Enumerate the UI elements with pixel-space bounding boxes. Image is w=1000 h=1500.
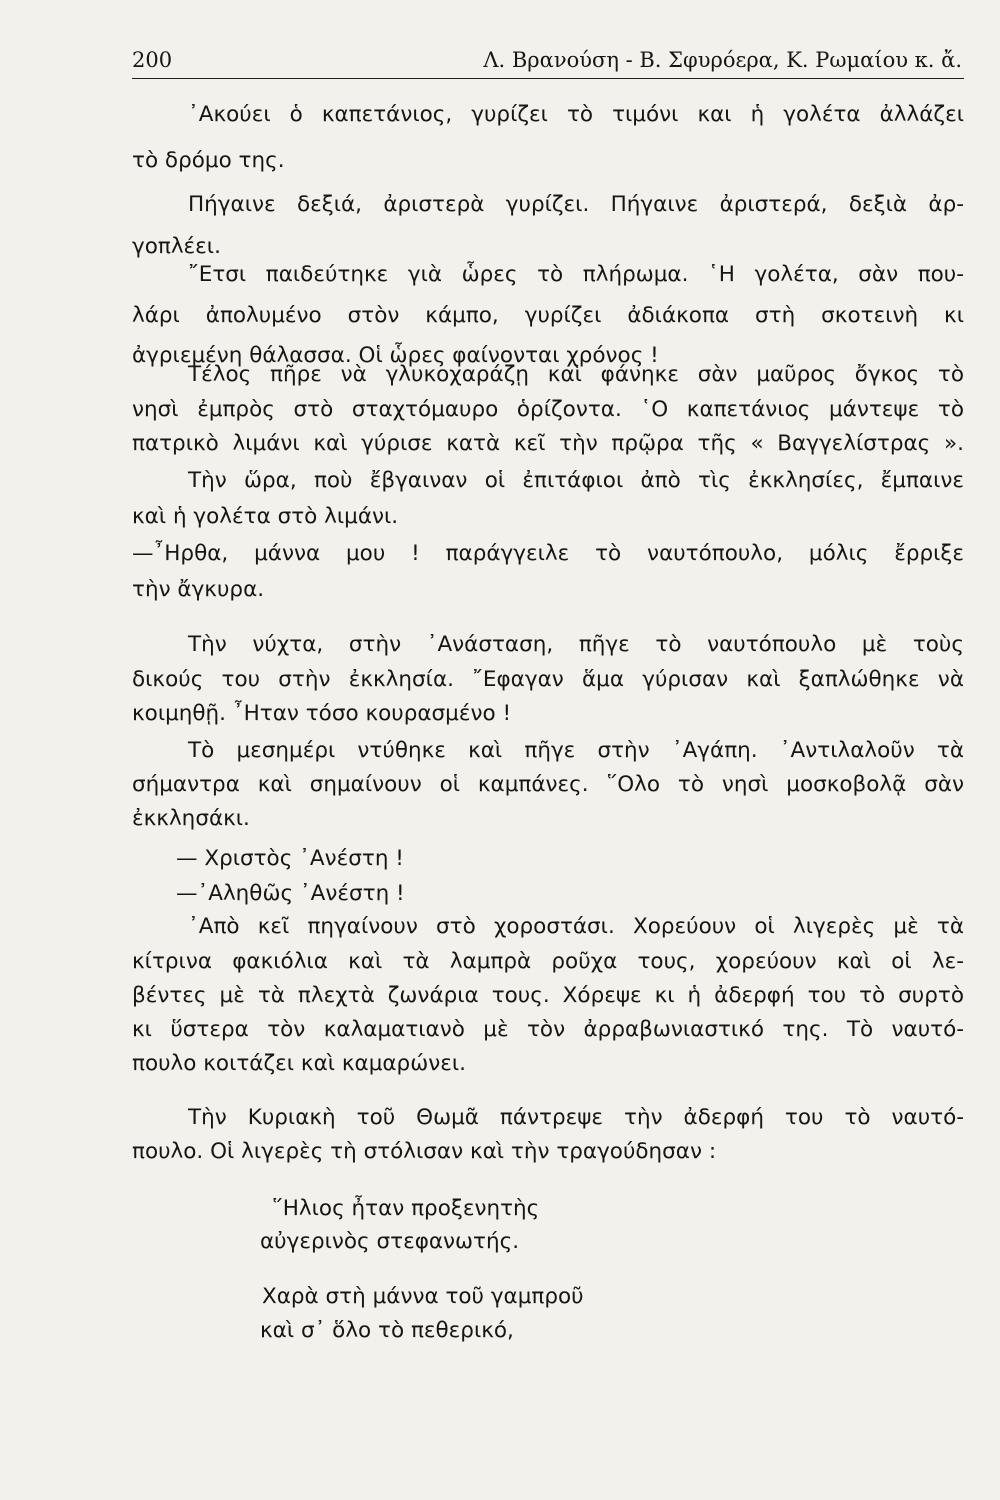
verse-line: αὐγερινὸς στεφανωτής. bbox=[260, 1229, 520, 1254]
text-line: κοιμηθῇ. ῏Ηταν τόσο κουρασμένο ! bbox=[132, 701, 512, 726]
verse-line: καὶ σ᾿ ὅλο τὸ πεθερικό, bbox=[260, 1318, 514, 1343]
verse-line: Χαρὰ στὴ μάννα τοῦ γαμπροῦ bbox=[262, 1284, 584, 1309]
text-line: πατρικὸ λιμάνι καὶ γύρισε κατὰ κεῖ τὴν πρῷρα τῆς « Βαγγελίστρας ». bbox=[132, 431, 964, 456]
text-line: Τὴν Κυριακὴ τοῦ Θωμᾶ πάντρεψε τὴν ἀδερφή του τὸ ναυτό- bbox=[188, 1105, 964, 1130]
text-line: Τὸ μεσημέρι ντύθηκε καὶ πῆγε στὴν ᾿Αγάπη. ᾿Αντιλαλοῦν τὰ bbox=[188, 738, 964, 763]
text-line: ἀγριεμένη θάλασσα. Οἱ ὧρες φαίνονται χρόνος ! bbox=[132, 343, 659, 368]
text-line: νησὶ ἐμπρὸς στὸ σταχτόμαυρο ὁρίζοντα. ῾Ο καπετάνιος μάντεψε τὸ bbox=[132, 397, 964, 422]
text-line: —῏Ηρθα, μάννα μου ! παράγγειλε τὸ ναυτόπουλο, μόλις ἔρριξε bbox=[132, 541, 964, 566]
text-line: ῎Ετσι παιδεύτηκε γιὰ ὧρες τὸ πλήρωμα. ῾Η γολέτα, σὰν που- bbox=[188, 262, 964, 287]
text-line: Πήγαινε δεξιά, ἀριστερὰ γυρίζει. Πήγαινε ἀριστερά, δεξιὰ ἀρ- bbox=[188, 192, 964, 217]
verse-line: ῞Ηλιος ἦταν προξενητὴς bbox=[272, 1196, 540, 1221]
text-line: δικούς του στὴν ἐκκλησία. ῎Εφαγαν ἅμα γύρισαν καὶ ξαπλώθηκε νὰ bbox=[132, 667, 964, 692]
text-line: κι ὕστερα τὸν καλαματιανὸ μὲ τὸν ἀρραβωνιαστικό της. Τὸ ναυτό- bbox=[132, 1017, 964, 1042]
text-line: ἐκκλησάκι. bbox=[132, 806, 250, 831]
text-line: καὶ ἡ γολέτα στὸ λιμάνι. bbox=[132, 504, 399, 529]
page-header bbox=[132, 44, 964, 79]
text-line: σήμαντρα καὶ σημαίνουν οἱ καμπάνες. ῞Ολο τὸ νησὶ μοσκοβολᾷ σὰν bbox=[132, 772, 964, 797]
text-line: τὸ δρόμο της. bbox=[132, 148, 285, 173]
text-line: κίτρινα φακιόλια καὶ τὰ λαμπρὰ ροῦχα τους, χορεύουν καὶ οἱ λε- bbox=[132, 949, 964, 974]
text-line: γοπλέει. bbox=[132, 234, 221, 259]
text-line: ᾿Ακούει ὁ καπετάνιος, γυρίζει τὸ τιμόνι και ἡ γολέτα ἀλλάζει bbox=[188, 102, 964, 127]
text-line: — Χριστὸς ᾿Ανέστη ! bbox=[176, 846, 404, 871]
running-head: Λ. Βρανούση - Β. Σφυρόερα, Κ. Ρωμαίου κ. ἄ. bbox=[483, 48, 962, 72]
text-line: πουλο κοιτάζει καὶ καμαρώνει. bbox=[132, 1051, 466, 1076]
text-line: Τέλος πῆρε νὰ γλυκοχαράζῃ καὶ φάνηκε σὰν μαῦρος ὄγκος τὸ bbox=[188, 362, 964, 387]
text-line: —᾿Αληθῶς ᾿Ανέστη ! bbox=[176, 881, 405, 906]
text-line: λάρι ἀπολυμένο στὸν κάμπο, γυρίζει ἀδιάκοπα στὴ σκοτεινὴ κι bbox=[132, 303, 964, 328]
text-line: Τὴν νύχτα, στὴν ᾿Ανάσταση, πῆγε τὸ ναυτόπουλο μὲ τοὺς bbox=[188, 632, 964, 657]
text-line: βέντες μὲ τὰ πλεχτὰ ζωνάρια τους. Χόρεψε κι ἡ ἀδερφή του τὸ συρτὸ bbox=[132, 983, 964, 1008]
page-number: 200 bbox=[132, 48, 173, 72]
text-line: ᾿Απὸ κεῖ πηγαίνουν στὸ χοροστάσι. Χορεύουν οἱ λιγερὲς μὲ τὰ bbox=[188, 914, 964, 939]
text-line: πουλο. Οἱ λιγερὲς τὴ στόλισαν καὶ τὴν τραγούδησαν : bbox=[132, 1139, 717, 1164]
text-line: Τὴν ὥρα, ποὺ ἔβγαιναν οἱ ἐπιτάφιοι ἀπὸ τὶς ἐκκλησίες, ἔμπαινε bbox=[188, 468, 964, 493]
text-line: τὴν ἄγκυρα. bbox=[132, 577, 265, 602]
